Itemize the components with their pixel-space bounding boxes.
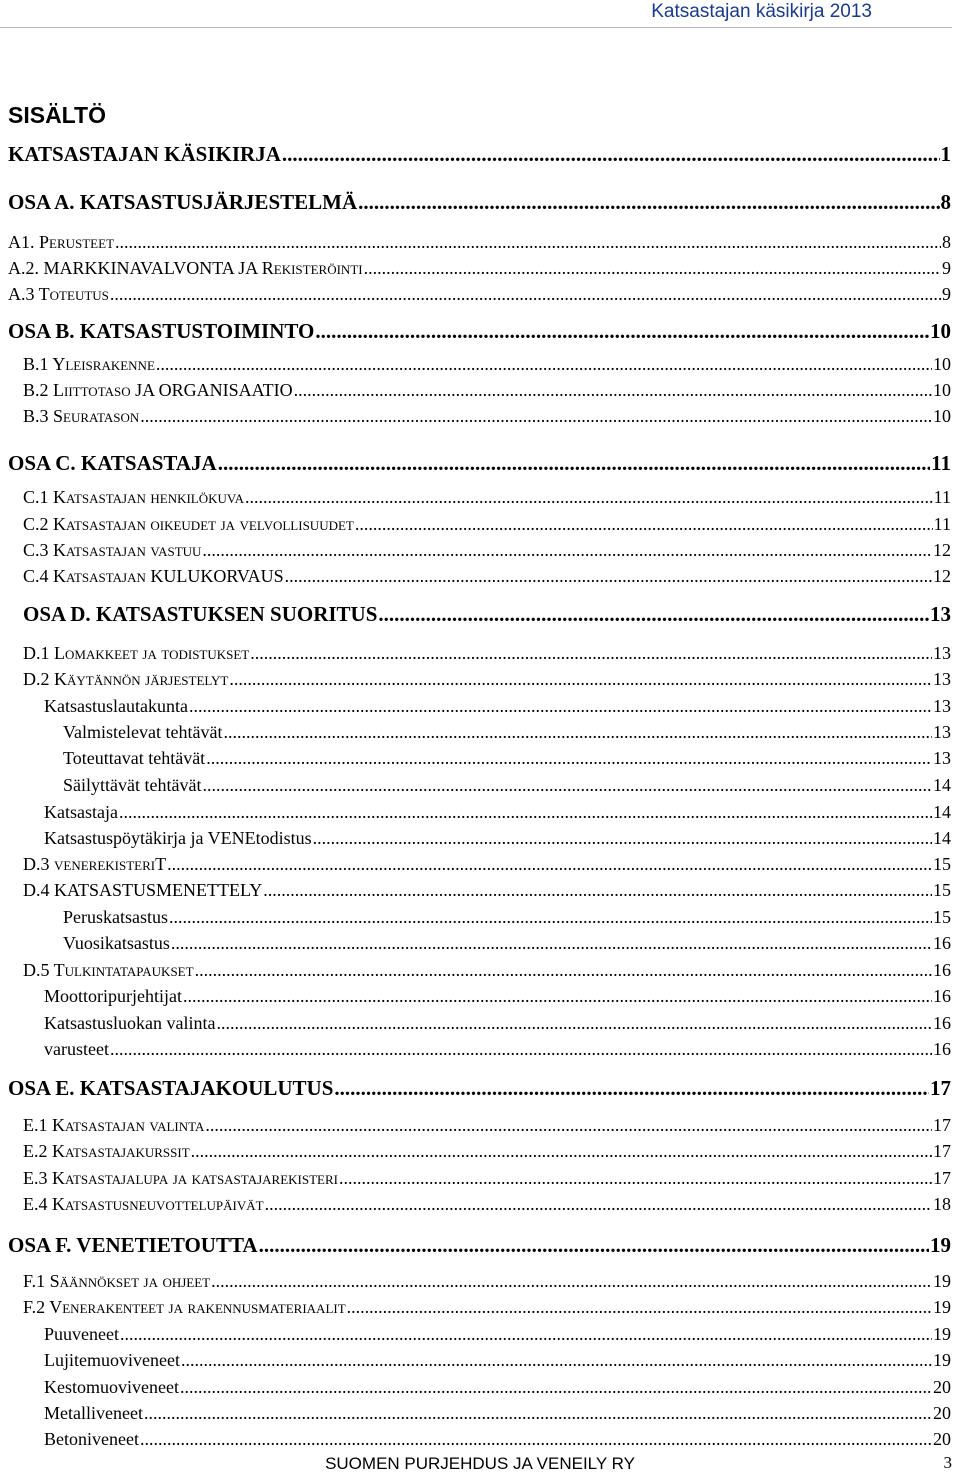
toc-entry-l1[interactable]: B.3 Seuratason ..... 10 <box>0 405 951 427</box>
toc-entry-l0[interactable]: OSA C. KATSASTAJA ..... 11 <box>0 450 951 476</box>
toc-entry-l3[interactable]: Valmistelevat tehtävät ..... 13 <box>0 721 951 743</box>
toc-entry-l2[interactable]: Katsastaja ..... 14 <box>0 801 951 823</box>
toc-entry-l2[interactable]: Metalliveneet ..... 20 <box>0 1402 951 1424</box>
toc-entry-l1[interactable]: D.2 Käytännön järjestelyt ..... 13 <box>0 668 951 690</box>
toc-entry-l1[interactable]: E.2 Katsastajakurssit ..... 17 <box>0 1140 951 1162</box>
toc-entry-l2[interactable]: Puuveneet ..... 19 <box>0 1323 951 1345</box>
toc-entry-l1[interactable]: A.2. MARKKINAVALVONTA JA Rekisteröinti ..... 9 <box>0 257 951 279</box>
toc-entry-l0[interactable]: OSA B. KATSASTUSTOIMINTO ..... 10 <box>0 318 951 344</box>
toc-entry-l2[interactable]: Katsastuspöytäkirja ja VENEtodistus ..... 14 <box>0 827 951 849</box>
toc-entry-l2[interactable]: Kestomuoviveneet ..... 20 <box>0 1376 951 1398</box>
toc-entry-l1[interactable]: F.1 Säännökset ja ohjeet ..... 19 <box>0 1270 951 1292</box>
toc-entry-l1[interactable]: D.5 Tulkintatapaukset ..... 16 <box>0 959 951 981</box>
toc-entry-l3[interactable]: Vuosikatsastus ..... 16 <box>0 932 951 954</box>
toc-entry-l0[interactable]: OSA F. VENETIETOUTTA ..... 19 <box>0 1232 951 1258</box>
toc-entry-l3[interactable]: Säilyttävät tehtävät ..... 14 <box>0 774 951 796</box>
toc-entry-l1[interactable]: D.3 venerekisteriT ..... 15 <box>0 853 951 875</box>
toc-entry-l2[interactable]: Katsastusluokan valinta ..... 16 <box>0 1012 951 1034</box>
toc-entry-l2[interactable]: Katsastuslautakunta ..... 13 <box>0 695 951 717</box>
toc-entry-l2[interactable]: Betoniveneet ..... 20 <box>0 1428 951 1450</box>
toc-entry-l2[interactable]: varusteet ..... 16 <box>0 1038 951 1060</box>
toc-entry-l1[interactable]: E.1 Katsastajan valinta ..... 17 <box>0 1114 951 1136</box>
toc-entry-l3[interactable]: Toteuttavat tehtävät ..... 13 <box>0 747 951 769</box>
toc-entry-l1[interactable]: A1. Perusteet ..... 8 <box>0 231 951 253</box>
footer-organization: SUOMEN PURJEHDUS JA VENEILY RY <box>325 1454 635 1473</box>
toc-entry-l1[interactable]: C.3 Katsastajan vastuu ..... 12 <box>0 539 951 561</box>
toc-entry-l1[interactable]: E.3 Katsastajalupa ja katsastajarekisteri ..... 17 <box>0 1167 951 1189</box>
toc-heading: SISÄLTÖ <box>8 102 106 128</box>
toc-entry-l1[interactable]: C.2 Katsastajan oikeudet ja velvollisuudet ..... 11 <box>0 513 951 535</box>
toc-entry-l0[interactable]: KATSASTAJAN KÄSIKIRJA ..... 1 <box>0 141 951 167</box>
toc-entry-l1[interactable]: E.4 Katsastusneuvottelupäivät ..... 18 <box>0 1193 951 1215</box>
toc-entry-l1[interactable]: B.2 Liittotaso JA ORGANISAATIO ..... 10 <box>0 379 951 401</box>
toc-entry-l2[interactable]: Moottoripurjehtijat ..... 16 <box>0 985 951 1007</box>
toc-entry-l1[interactable]: C.4 Katsastajan KULUKORVAUS ..... 12 <box>0 565 951 587</box>
toc-entry-l3[interactable]: Peruskatsastus ..... 15 <box>0 906 951 928</box>
toc-entry-l0[interactable]: OSA A. KATSASTUSJÄRJESTELMÄ ..... 8 <box>0 189 951 215</box>
toc-entry-l0[interactable]: OSA D. KATSASTUKSEN SUORITUS ..... 13 <box>0 601 951 627</box>
toc-entry-l1[interactable]: D.4 KATSASTUSMENETTELY ..... 15 <box>0 879 951 901</box>
toc-entry-l1[interactable]: D.1 Lomakkeet ja todistukset ..... 13 <box>0 642 951 664</box>
page-number: 3 <box>943 1453 952 1472</box>
running-header: Katsastajan käsikirja 2013 <box>651 1 872 22</box>
toc-entry-l0[interactable]: OSA E. KATSASTAJAKOULUTUS ..... 17 <box>0 1075 951 1101</box>
toc-entry-l1[interactable]: C.1 Katsastajan henkilökuva ..... 11 <box>0 486 951 508</box>
toc-entry-l1[interactable]: A.3 Toteutus ..... 9 <box>0 283 951 305</box>
toc-entry-l2[interactable]: Lujitemuoviveneet ..... 19 <box>0 1349 951 1371</box>
toc-entry-l1[interactable]: B.1 Yleisrakenne ..... 10 <box>0 353 951 375</box>
toc-entry-l1[interactable]: F.2 Venerakenteet ja rakennusmateriaalit ..... 19 <box>0 1296 951 1318</box>
